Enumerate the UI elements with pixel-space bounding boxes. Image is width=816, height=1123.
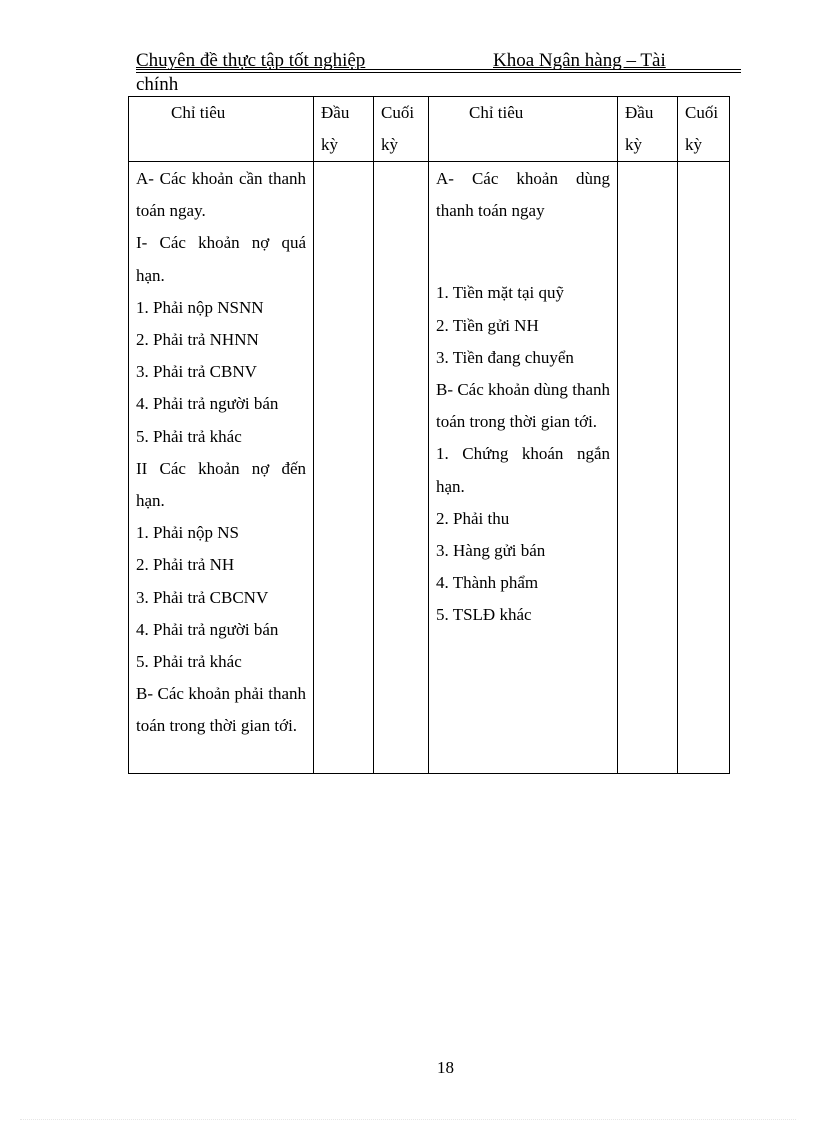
column-header-indicator-right: Chỉ tiêu	[429, 97, 618, 162]
column-header-end-left: Cuối kỳ	[374, 97, 429, 162]
header-rule	[136, 69, 741, 70]
list-item: 4. Phải trả người bán	[136, 394, 279, 414]
page-number: 18	[437, 1058, 454, 1077]
list-item: 4. Phải trả người bán	[136, 619, 279, 639]
column-header-begin-left: Đầu kỳ	[314, 97, 374, 162]
list-item: 3. Phải trả CBCNV	[136, 587, 269, 607]
list-item: A- Các khoản cần thanh toán ngay.	[136, 169, 306, 221]
table-body-row	[129, 162, 730, 774]
list-item: 2. Phải trả NHNN	[136, 330, 259, 350]
header-continuation: chính	[136, 74, 179, 95]
header-rule-secondary	[136, 72, 741, 73]
list-item: 1. Chứng khoán ngắn hạn.	[436, 444, 610, 496]
column-header-indicator-left: Chỉ tiêu	[129, 97, 314, 162]
list-item: 3. Phải trả CBNV	[136, 362, 257, 382]
list-item: A- Các khoản dùng thanh toán ngay	[436, 169, 610, 221]
list-item: 5. Phải trả khác	[136, 426, 242, 446]
header-thesis-title: Chuyên đề thực tập tốt nghiệp	[136, 50, 366, 71]
column-header-end-right: Cuối kỳ	[678, 97, 730, 162]
liabilities-begin-value	[314, 162, 374, 774]
spacer	[436, 227, 610, 277]
list-item: 2. Phải trả NH	[136, 555, 235, 575]
liabilities-cell	[129, 162, 314, 774]
list-item: 2. Tiền gửi NH	[436, 315, 539, 335]
assets-end-value	[678, 162, 730, 774]
assets-begin-value	[618, 162, 678, 774]
list-item: 1. Phải nộp NSNN	[136, 297, 264, 317]
liabilities-end-value	[374, 162, 429, 774]
list-item: 5. Phải trả khác	[136, 652, 242, 672]
list-item: 1. Phải nộp NS	[136, 523, 239, 543]
list-item: I- Các khoản nợ quá hạn.	[136, 233, 306, 285]
assets-cell	[429, 162, 618, 774]
table-header-row	[129, 97, 730, 162]
header-faculty: Khoa Ngân hàng – Tài	[493, 50, 666, 71]
list-item: 3. Hàng gửi bán	[436, 541, 546, 561]
list-item: 3. Tiền đang chuyển	[436, 347, 574, 367]
column-header-begin-right: Đầu kỳ	[618, 97, 678, 162]
list-item: 2. Phải thu	[436, 508, 510, 528]
list-item: 1. Tiền mặt tại quỹ	[436, 283, 564, 303]
list-item: 5. TSLĐ khác	[436, 605, 532, 625]
page-bottom-divider	[20, 1119, 796, 1120]
liquidity-table	[128, 96, 730, 774]
list-item: II Các khoản nợ đến hạn.	[136, 458, 306, 511]
list-item: 4. Thành phẩm	[436, 573, 539, 593]
list-item: B- Các khoản dùng thanh toán trong thời gian tới.	[436, 380, 610, 432]
list-item: B- Các khoản phải thanh toán trong thời gian tới.	[136, 684, 306, 736]
